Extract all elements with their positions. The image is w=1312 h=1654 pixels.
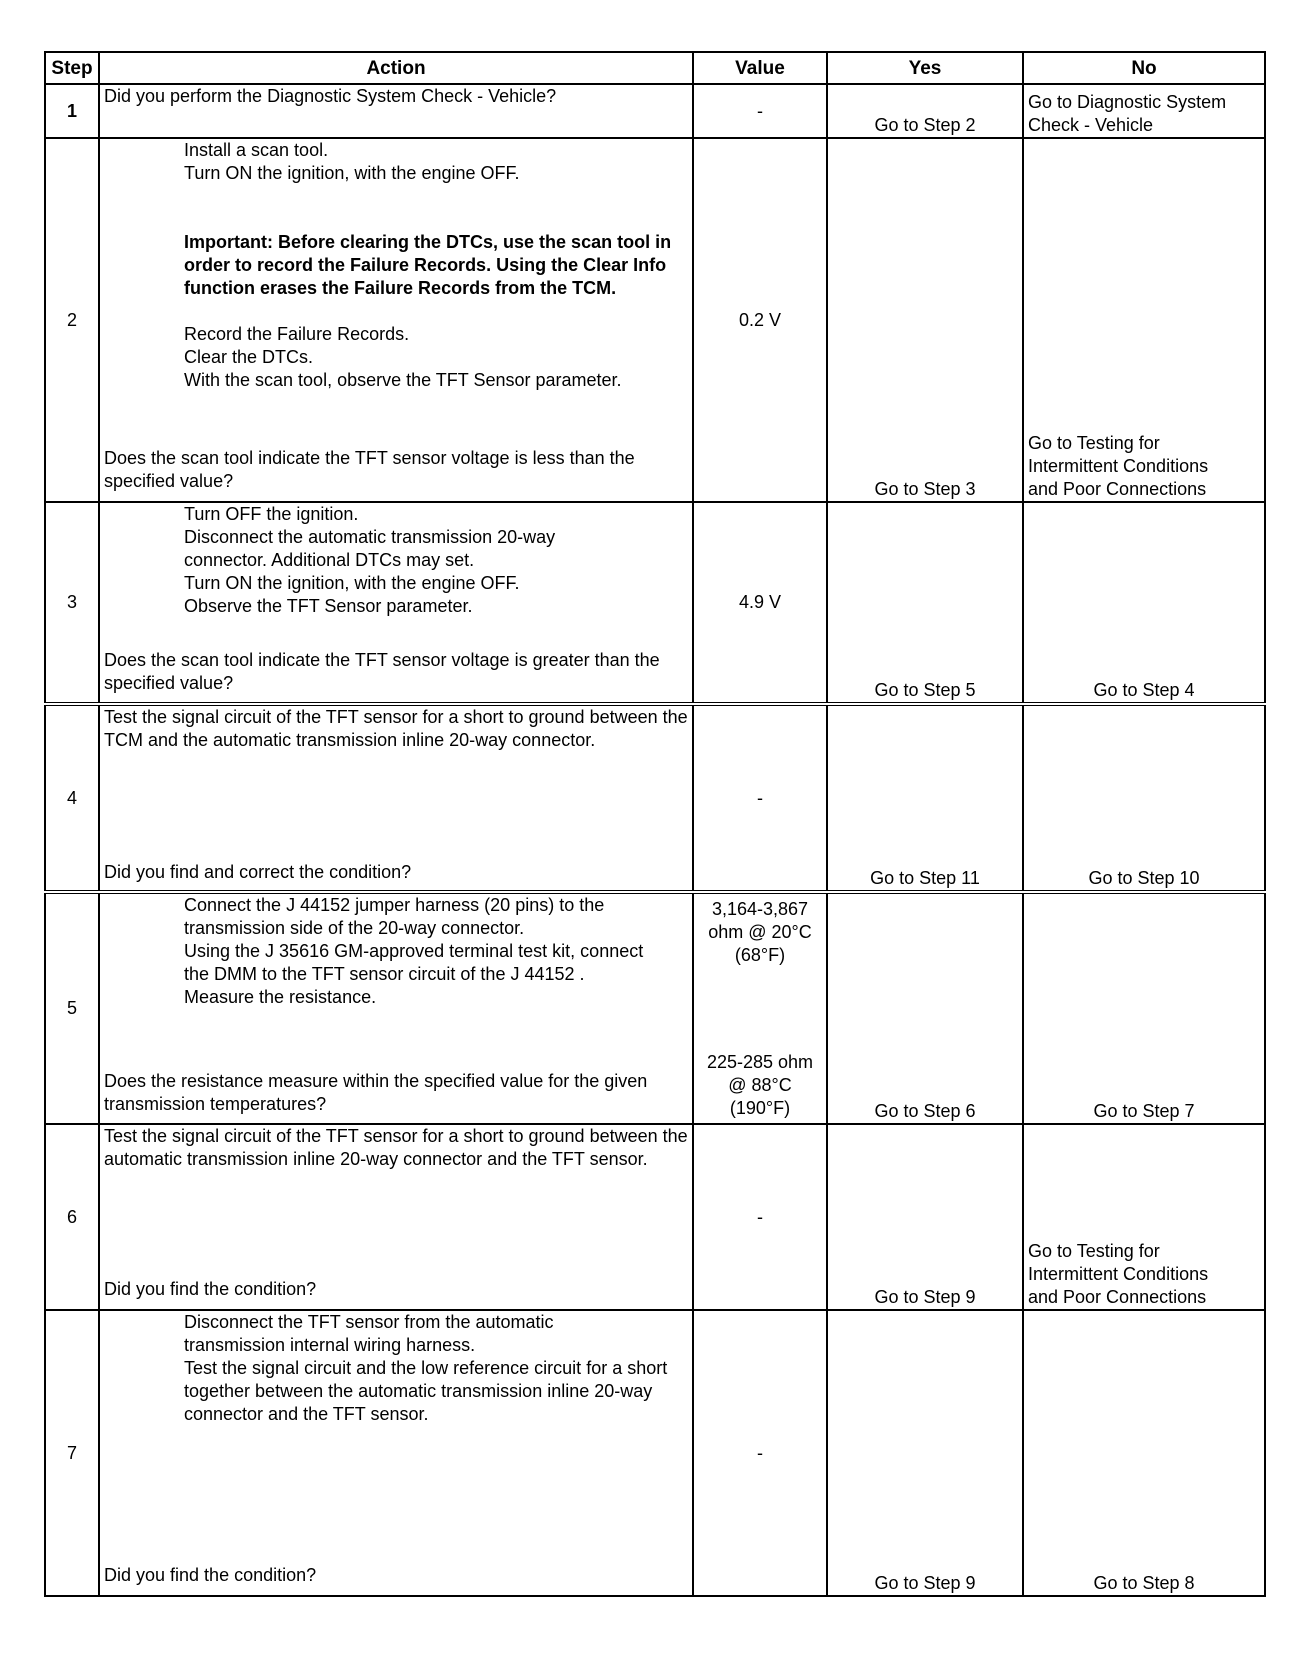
yes-cell: Go to Step 5 — [827, 502, 1023, 704]
no-line: and Poor Connections — [1028, 479, 1207, 499]
header-no: No — [1023, 52, 1265, 84]
value-cell: - — [693, 704, 827, 892]
yes-cell: Go to Step 2 — [827, 84, 1023, 138]
no-line: Go to Testing for — [1028, 433, 1160, 453]
no-line: and Poor Connections — [1028, 1287, 1207, 1307]
action-instruction: Test the signal circuit of the TFT sensor for a short to ground between the automatic transmission inline 20-way connector and the TFT sensor. — [104, 1126, 688, 1169]
action-instruction: Install a scan tool. — [184, 140, 329, 160]
value-line: 3,164-3,867 — [711, 898, 809, 919]
value-cell: - — [693, 1124, 827, 1310]
header-action: Action — [99, 52, 693, 84]
value-cell: - — [693, 1310, 827, 1596]
no-cell: Go to Step 7 — [1023, 892, 1265, 1124]
action-instruction: Using the J 35616 GM-approved terminal test kit, connect the DMM to the TFT sensor circuit of the J 44152 . — [184, 941, 644, 984]
no-line: Intermittent Conditions — [1028, 456, 1209, 476]
action-instruction: Turn ON the ignition, with the engine OFF. — [184, 573, 520, 593]
action-cell — [99, 1124, 693, 1310]
action-cell — [99, 892, 693, 1124]
step-number: 7 — [45, 1310, 99, 1596]
action-instruction: Measure the resistance. — [184, 987, 377, 1007]
table-row — [45, 1310, 1265, 1596]
table-row — [45, 892, 1265, 1124]
step-number: 4 — [45, 704, 99, 892]
header-yes: Yes — [827, 52, 1023, 84]
action-question: Did you find and correct the condition? — [104, 862, 412, 882]
no-cell — [1023, 138, 1265, 502]
step-number: 5 — [45, 892, 99, 1124]
action-instruction: Observe the TFT Sensor parameter. — [184, 596, 473, 616]
action-cell — [99, 502, 693, 704]
yes-cell: Go to Step 9 — [827, 1310, 1023, 1596]
yes-cell: Go to Step 11 — [827, 704, 1023, 892]
yes-cell: Go to Step 3 — [827, 138, 1023, 502]
action-question: Does the scan tool indicate the TFT sensor voltage is less than the specified value? — [104, 448, 635, 491]
no-cell — [1023, 1124, 1265, 1310]
action-instruction: Turn OFF the ignition. — [184, 504, 359, 524]
no-line: Intermittent Conditions — [1028, 1264, 1209, 1284]
header-value: Value — [693, 52, 827, 84]
action-cell — [99, 138, 693, 502]
table-row — [45, 138, 1265, 502]
important-note: Important: Before clearing the DTCs, use the scan tool in order to record the Failure Records. Using the Clear Info function erases the Failure Records from the TCM. — [184, 232, 672, 298]
no-cell: Go to Step 8 — [1023, 1310, 1265, 1596]
value-line: (190°F) — [729, 1097, 791, 1118]
value-line: 225-285 ohm — [706, 1051, 814, 1072]
header-step: Step — [45, 52, 99, 84]
diagnostic-table — [44, 51, 1266, 1597]
action-cell — [99, 1310, 693, 1596]
value-line: (68°F) — [734, 944, 786, 965]
step-number: 3 — [45, 502, 99, 704]
action-cell — [99, 84, 693, 138]
step-number: 6 — [45, 1124, 99, 1310]
action-instruction: Disconnect the TFT sensor from the automatic transmission internal wiring harness. — [184, 1312, 554, 1355]
action-instruction: Connect the J 44152 jumper harness (20 pins) to the transmission side of the 20-way connector. — [184, 895, 605, 938]
action-question: Did you find the condition? — [104, 1279, 317, 1299]
action-question: Did you find the condition? — [104, 1565, 317, 1585]
table-row — [45, 84, 1265, 138]
action-instruction: Disconnect the automatic transmission 20-way connector. Additional DTCs may set. — [184, 527, 556, 570]
value-line: @ 88°C — [728, 1074, 792, 1095]
action-instruction: Clear the DTCs. — [184, 347, 314, 367]
value-line: ohm @ 20°C — [708, 921, 812, 942]
value-cell — [693, 892, 827, 1124]
table-row — [45, 1124, 1265, 1310]
action-question: Did you perform the Diagnostic System Check - Vehicle? — [104, 86, 557, 106]
no-line: Go to Diagnostic System — [1028, 92, 1227, 112]
step-number: 2 — [45, 138, 99, 502]
value-cell: - — [693, 84, 827, 138]
no-line: Check - Vehicle — [1028, 115, 1154, 135]
action-question: Does the scan tool indicate the TFT sensor voltage is greater than the specified value? — [104, 650, 660, 693]
action-instruction: Test the signal circuit and the low reference circuit for a short together between the automatic transmission inline 20-way connector and the TFT sensor. — [184, 1358, 668, 1424]
table-row — [45, 502, 1265, 704]
yes-cell: Go to Step 6 — [827, 892, 1023, 1124]
action-cell — [99, 704, 693, 892]
no-cell — [1023, 84, 1265, 138]
step-number: 1 — [45, 84, 99, 138]
value-cell: 4.9 V — [693, 502, 827, 704]
value-cell: 0.2 V — [693, 138, 827, 502]
table-row — [45, 704, 1265, 892]
no-cell: Go to Step 10 — [1023, 704, 1265, 892]
yes-cell: Go to Step 9 — [827, 1124, 1023, 1310]
action-instruction: Turn ON the ignition, with the engine OFF. — [184, 163, 520, 183]
no-cell: Go to Step 4 — [1023, 502, 1265, 704]
action-instruction: With the scan tool, observe the TFT Sensor parameter. — [184, 370, 622, 390]
header-row — [45, 52, 1265, 84]
action-instruction: Record the Failure Records. — [184, 324, 410, 344]
action-instruction: Test the signal circuit of the TFT sensor for a short to ground between the TCM and the automatic transmission inline 20-way connector. — [104, 707, 688, 750]
action-question: Does the resistance measure within the specified value for the given transmission temperatures? — [104, 1071, 648, 1114]
no-line: Go to Testing for — [1028, 1241, 1160, 1261]
